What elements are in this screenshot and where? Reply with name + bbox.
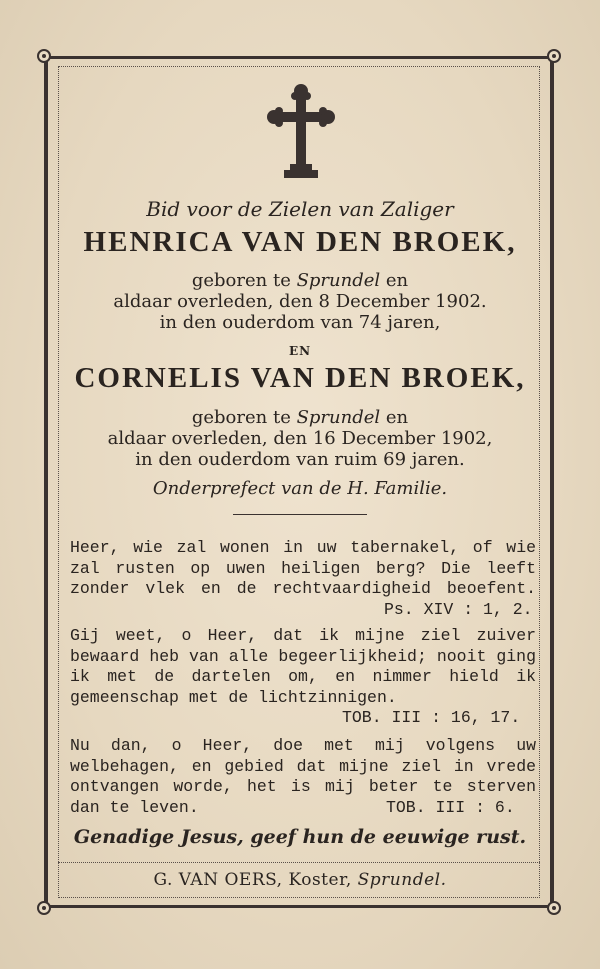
verse-3-reference: TOB. III : 6. xyxy=(386,798,515,817)
footer-divider xyxy=(58,862,540,863)
section-divider xyxy=(233,514,367,515)
conjunction: EN xyxy=(288,344,312,358)
closing-prayer: Genadige Jesus, geef hun de eeuwige rust. xyxy=(73,826,527,848)
printer-place: Sprundel. xyxy=(357,870,447,890)
verse-2 xyxy=(70,626,536,708)
intro-line: Bid voor de Zielen van Zaliger xyxy=(146,197,454,221)
corner-rosette-icon xyxy=(547,901,561,915)
person2-death: aldaar overleden, den 16 December 1902, xyxy=(107,428,493,449)
corner-rosette-icon xyxy=(37,901,51,915)
person2-birth-place: Sprundel xyxy=(296,407,381,428)
person1-age: in den ouderdom van 74 jaren, xyxy=(159,312,441,333)
person2-birth-suffix: en xyxy=(380,407,409,428)
verse-line: bewaard heb van alle begeerlijkheid; nooit ging xyxy=(70,646,536,666)
verse-1 xyxy=(70,538,536,600)
person2-title: Onderprefect van de H. Familie. xyxy=(152,478,448,499)
verse-line: zonder vlek en de rechtvaardigheid beoefent. xyxy=(70,579,536,598)
verse-1-reference: Ps. XIV : 1, 2. xyxy=(384,600,533,619)
verse-line: welbehagen, en gebied dat mijne ziel in vrede xyxy=(70,756,536,776)
corner-rosette-icon xyxy=(37,49,51,63)
printer-name: G. VAN OERS, Koster, xyxy=(153,870,358,890)
person1-birth-place: Sprundel xyxy=(296,270,381,291)
verse-2-reference: TOB. III : 16, 17. xyxy=(342,708,521,727)
person1-name: HENRICA VAN DEN BROEK, xyxy=(83,226,517,258)
verse-line: Heer, wie zal wonen in uw tabernakel, of wie xyxy=(70,538,536,557)
person1-death: aldaar overleden, den 8 December 1902. xyxy=(113,291,487,312)
verse-line: ik met de dartelen om, en nimmer hield ik xyxy=(70,667,536,686)
person1-birth-text: geboren te xyxy=(191,270,297,291)
cross-icon xyxy=(266,82,336,182)
person2-birth xyxy=(0,407,600,429)
verse-line: Gij weet, o Heer, dat ik mijne ziel zuiver xyxy=(70,626,536,645)
printer-credit xyxy=(0,870,600,890)
verse-line: Nu dan, o Heer, doe met mij volgens uw xyxy=(70,736,536,755)
person2-age: in den ouderdom van ruim 69 jaren. xyxy=(135,449,465,470)
corner-rosette-icon xyxy=(547,49,561,63)
person2-birth-text: geboren te xyxy=(191,407,297,428)
verse-line: ontvangen worde, het is mij beter te sterven xyxy=(70,777,536,796)
person1-birth-suffix: en xyxy=(380,270,409,291)
verse-line: dan te leven. xyxy=(70,797,199,817)
verse-line: zal rusten op uwen heiligen berg? Die leeft xyxy=(70,558,536,578)
person1-birth xyxy=(0,270,600,292)
verse-line: gemeenschap met de lichtzinnigen. xyxy=(70,687,397,707)
person2-name: CORNELIS VAN DEN BROEK, xyxy=(74,362,526,394)
